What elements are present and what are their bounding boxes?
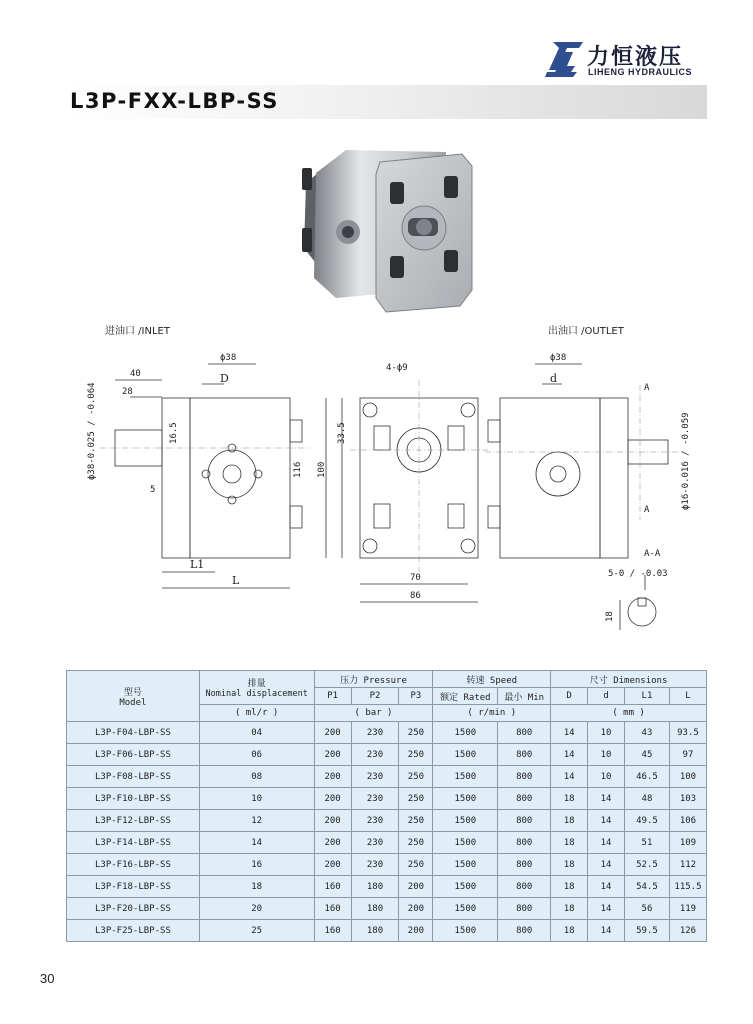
table-cell: 93.5 xyxy=(669,722,706,744)
model-cell: L3P-F14-LBP-SS xyxy=(67,832,200,854)
spec-table-body xyxy=(67,722,707,942)
table-cell: 200 xyxy=(314,854,351,876)
table-cell: 180 xyxy=(351,920,399,942)
liheng-logo-icon xyxy=(545,40,585,78)
p1-header: P1 xyxy=(314,688,351,705)
table-cell: 46.5 xyxy=(625,766,670,788)
table-row xyxy=(67,898,707,920)
table-cell: 250 xyxy=(399,832,433,854)
table-cell: 14 xyxy=(588,832,625,854)
left-view-flange xyxy=(162,398,190,558)
dim-70: 70 xyxy=(410,573,421,583)
table-cell: 14 xyxy=(588,876,625,898)
table-row xyxy=(67,876,707,898)
page-number: 30 xyxy=(40,971,55,986)
model-header xyxy=(67,671,200,722)
table-cell: 200 xyxy=(399,898,433,920)
displacement-unit: ( ml/r ) xyxy=(199,705,314,722)
table-cell: 1500 xyxy=(433,876,498,898)
table-cell: 200 xyxy=(314,788,351,810)
dim-5: 5 xyxy=(150,485,156,495)
table-cell: 230 xyxy=(351,744,399,766)
table-cell: 1500 xyxy=(433,898,498,920)
table-cell: 180 xyxy=(351,898,399,920)
table-cell: 800 xyxy=(498,722,551,744)
table-cell: 200 xyxy=(314,744,351,766)
table-cell: 20 xyxy=(199,898,314,920)
brand-logo xyxy=(545,40,715,82)
model-header-en: Model xyxy=(119,697,147,708)
dim-d: d xyxy=(550,372,558,385)
table-cell: 14 xyxy=(588,854,625,876)
table-cell: 48 xyxy=(625,788,670,810)
table-cell: 800 xyxy=(498,810,551,832)
table-cell: 115.5 xyxy=(669,876,706,898)
table-cell: 800 xyxy=(498,920,551,942)
pressure-header: 压力 Pressure xyxy=(314,671,433,688)
table-cell: 200 xyxy=(314,722,351,744)
model-cell: L3P-F12-LBP-SS xyxy=(67,810,200,832)
table-cell: 160 xyxy=(314,898,351,920)
dim-L: L xyxy=(232,574,240,587)
speed-header: 转速 Speed xyxy=(433,671,551,688)
dim-28: 28 xyxy=(122,387,133,397)
dim-33-5: 33.5 xyxy=(337,422,347,444)
table-cell: 45 xyxy=(625,744,670,766)
table-cell: 250 xyxy=(399,854,433,876)
table-cell: 800 xyxy=(498,788,551,810)
dim-L1: L1 xyxy=(190,558,205,571)
dim-phi38-right: ϕ38 xyxy=(550,353,567,363)
table-cell: 230 xyxy=(351,854,399,876)
table-cell: 18 xyxy=(199,876,314,898)
table-cell: 14 xyxy=(588,898,625,920)
table-cell: 800 xyxy=(498,832,551,854)
table-cell: 106 xyxy=(669,810,706,832)
p2-header: P2 xyxy=(351,688,399,705)
right-view-body xyxy=(500,398,600,558)
dim-4-holes: 4-ϕ9 xyxy=(386,363,408,373)
table-cell: 1500 xyxy=(433,920,498,942)
table-cell: 14 xyxy=(588,810,625,832)
model-cell: L3P-F10-LBP-SS xyxy=(67,788,200,810)
table-cell: 200 xyxy=(399,920,433,942)
displacement-header-cn: 排量 xyxy=(247,679,266,689)
table-cell: 230 xyxy=(351,810,399,832)
table-cell: 230 xyxy=(351,832,399,854)
table-cell: 126 xyxy=(669,920,706,942)
dim-18: 18 xyxy=(605,611,615,622)
dim-phi38-left: ϕ38 xyxy=(220,353,237,363)
table-cell: 06 xyxy=(199,744,314,766)
section-shaft xyxy=(628,598,656,626)
table-cell: 250 xyxy=(399,788,433,810)
table-cell: 59.5 xyxy=(625,920,670,942)
table-cell: 200 xyxy=(399,876,433,898)
table-cell: 160 xyxy=(314,920,351,942)
technical-drawing xyxy=(60,340,710,640)
table-cell: 18 xyxy=(551,920,588,942)
table-cell: 97 xyxy=(669,744,706,766)
dim-D: D xyxy=(220,372,229,385)
table-cell: 49.5 xyxy=(625,810,670,832)
model-cell: L3P-F04-LBP-SS xyxy=(67,722,200,744)
inlet-label: 进油口 /INLET xyxy=(105,326,170,337)
table-cell: 14 xyxy=(551,766,588,788)
table-cell: 250 xyxy=(399,722,433,744)
table-cell: 10 xyxy=(588,766,625,788)
table-cell: 1500 xyxy=(433,810,498,832)
table-cell: 230 xyxy=(351,788,399,810)
table-cell: 14 xyxy=(588,788,625,810)
table-cell: 10 xyxy=(199,788,314,810)
spec-table-header xyxy=(67,671,707,722)
model-cell: L3P-F06-LBP-SS xyxy=(67,744,200,766)
table-cell: 12 xyxy=(199,810,314,832)
table-cell: 200 xyxy=(314,810,351,832)
dimensions-unit: ( mm ) xyxy=(551,705,707,722)
table-row xyxy=(67,832,707,854)
table-cell: 1500 xyxy=(433,766,498,788)
table-cell: 18 xyxy=(551,898,588,920)
left-view-bolt-top xyxy=(290,420,302,442)
table-cell: 25 xyxy=(199,920,314,942)
table-row xyxy=(67,920,707,942)
model-cell: L3P-F20-LBP-SS xyxy=(67,898,200,920)
table-cell: 1500 xyxy=(433,744,498,766)
outlet-label: 出油口 /OUTLET xyxy=(548,326,624,337)
section-mark-A-bottom: A xyxy=(644,505,650,515)
table-row xyxy=(67,788,707,810)
table-cell: 16 xyxy=(199,854,314,876)
table-cell: 10 xyxy=(588,722,625,744)
brand-name-cn: 力恒液压 xyxy=(587,45,684,70)
table-cell: 250 xyxy=(399,744,433,766)
rated-header: 额定 Rated xyxy=(433,688,498,705)
table-row xyxy=(67,722,707,744)
table-cell: 800 xyxy=(498,898,551,920)
p3-header: P3 xyxy=(399,688,433,705)
L1-header: L1 xyxy=(625,688,670,705)
table-cell: 56 xyxy=(625,898,670,920)
dim-116: 116 xyxy=(293,461,303,478)
left-view-bolt-bottom xyxy=(290,506,302,528)
dim-86: 86 xyxy=(410,591,421,601)
page-title: L3P-FXX-LBP-SS xyxy=(70,89,279,113)
table-cell: 14 xyxy=(199,832,314,854)
table-cell: 04 xyxy=(199,722,314,744)
model-cell: L3P-F08-LBP-SS xyxy=(67,766,200,788)
table-cell: 100 xyxy=(669,766,706,788)
displacement-header-en: Nominal displacement xyxy=(205,689,308,699)
dim-shaft-tolerance: ϕ38-0.025 / -0.064 xyxy=(87,382,97,480)
dim-key-tolerance: 5-0 / -0.03 xyxy=(608,569,668,579)
L-header: L xyxy=(669,688,706,705)
pressure-unit: ( bar ) xyxy=(314,705,433,722)
speed-unit: ( r/min ) xyxy=(433,705,551,722)
D-header: D xyxy=(551,688,588,705)
dim-100: 100 xyxy=(317,461,327,478)
model-cell: L3P-F18-LBP-SS xyxy=(67,876,200,898)
dimensions-header: 尺寸 Dimensions xyxy=(551,671,707,688)
table-cell: 800 xyxy=(498,766,551,788)
table-cell: 160 xyxy=(314,876,351,898)
table-cell: 51 xyxy=(625,832,670,854)
table-row xyxy=(67,854,707,876)
title-bar xyxy=(62,85,707,119)
brand-name-en: LIHENG HYDRAULICS xyxy=(588,67,693,77)
section-mark-A-top: A xyxy=(644,383,650,393)
table-cell: 18 xyxy=(551,810,588,832)
table-cell: 18 xyxy=(551,876,588,898)
section-label: A-A xyxy=(644,549,661,559)
model-cell: L3P-F16-LBP-SS xyxy=(67,854,200,876)
right-view-flange xyxy=(600,398,628,558)
table-cell: 43 xyxy=(625,722,670,744)
table-cell: 800 xyxy=(498,744,551,766)
dim-16-5: 16.5 xyxy=(169,422,179,444)
table-cell: 1500 xyxy=(433,722,498,744)
table-cell: 180 xyxy=(351,876,399,898)
gear-pump-photo xyxy=(296,138,476,316)
table-cell: 18 xyxy=(551,788,588,810)
table-cell: 14 xyxy=(551,722,588,744)
table-cell: 250 xyxy=(399,766,433,788)
table-cell: 800 xyxy=(498,876,551,898)
dim-40: 40 xyxy=(130,369,141,379)
table-row xyxy=(67,810,707,832)
table-cell: 18 xyxy=(551,832,588,854)
table-cell: 230 xyxy=(351,766,399,788)
table-cell: 200 xyxy=(314,832,351,854)
table-cell: 800 xyxy=(498,854,551,876)
table-cell: 1500 xyxy=(433,832,498,854)
left-view-port xyxy=(208,450,256,498)
table-cell: 103 xyxy=(669,788,706,810)
model-cell: L3P-F25-LBP-SS xyxy=(67,920,200,942)
table-cell: 119 xyxy=(669,898,706,920)
table-cell: 250 xyxy=(399,810,433,832)
model-header-cn: 型号 xyxy=(123,687,142,698)
d-header: d xyxy=(588,688,625,705)
table-cell: 112 xyxy=(669,854,706,876)
table-cell: 14 xyxy=(551,744,588,766)
table-cell: 18 xyxy=(551,854,588,876)
table-cell: 10 xyxy=(588,744,625,766)
table-row xyxy=(67,744,707,766)
min-header: 最小 Min xyxy=(498,688,551,705)
table-cell: 200 xyxy=(314,766,351,788)
table-cell: 1500 xyxy=(433,788,498,810)
table-cell: 54.5 xyxy=(625,876,670,898)
dim-shaft-tolerance-right: ϕ16-0.016 / -0.059 xyxy=(681,412,691,510)
table-cell: 14 xyxy=(588,920,625,942)
table-cell: 52.5 xyxy=(625,854,670,876)
table-cell: 08 xyxy=(199,766,314,788)
table-row xyxy=(67,766,707,788)
table-cell: 230 xyxy=(351,722,399,744)
table-cell: 109 xyxy=(669,832,706,854)
spec-table xyxy=(66,670,707,942)
table-cell: 1500 xyxy=(433,854,498,876)
displacement-header xyxy=(199,671,314,705)
